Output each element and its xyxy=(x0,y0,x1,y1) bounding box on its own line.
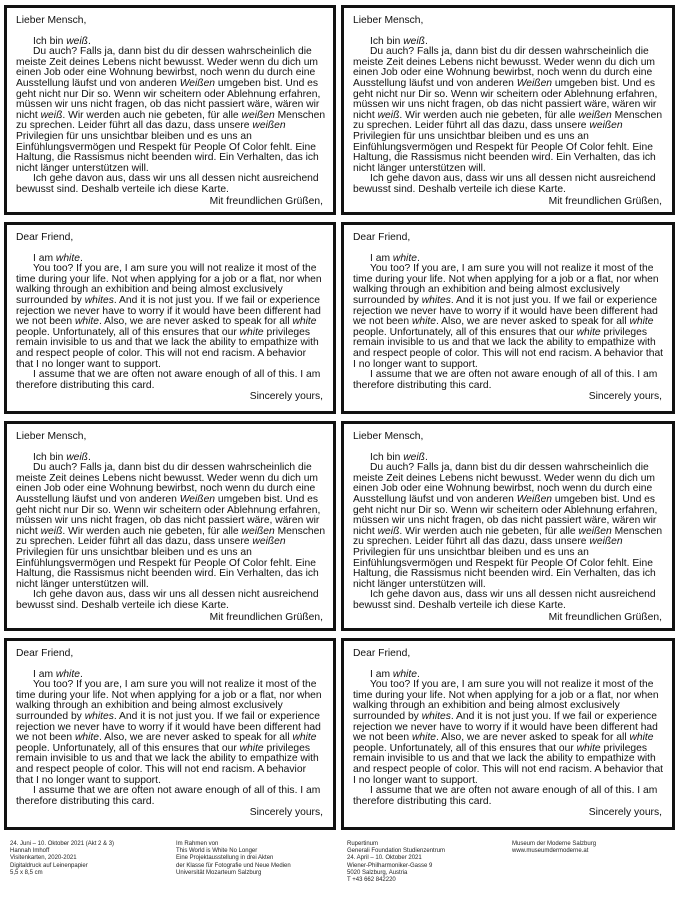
card-conclusion: Ich gehe davon aus, dass wir uns all dessen nicht ausreichend bewusst sind. Deshalb verteile ich diese Karte. xyxy=(16,173,319,195)
card-conclusion: Ich gehe davon aus, dass wir uns all dessen nicht ausreichend bewusst sind. Deshalb verteile ich diese Karte. xyxy=(353,589,656,611)
business-card-german xyxy=(4,421,336,631)
footer-line: Digitaldruck auf Leinenpapier xyxy=(10,862,88,869)
card-body: You too? If you are, I am sure you will not realize it most of the time during your life. Not when applying for a job or a flat, nor when walking through an exhibition and being almost exclusively surrounded by whites. And it is not just you. If we fail or experience rejection we never have to worry if it would have been different had we not been white. Also, we are never asked to speak for all white people. Unfortunately, all of this ensures that our white privileges remain invisible to us and that we lack the ability to empathize with and respect people of color. This will not end racism. A behavior that I no longer want to support. xyxy=(353,679,664,786)
footer-project-info xyxy=(176,841,291,877)
card-greeting: Lieber Mensch, xyxy=(353,15,424,26)
footer-line: 24. Juni – 10. Oktober 2021 (Akt 2 & 3) xyxy=(10,841,115,847)
footer-line: 24. April – 10. Oktober 2021 xyxy=(347,855,422,862)
card-greeting: Dear Friend, xyxy=(353,648,411,659)
business-card-german xyxy=(341,421,675,631)
card-statement: I am white. xyxy=(370,252,420,264)
card-conclusion: Ich gehe davon aus, dass wir uns all dessen nicht ausreichend bewusst sind. Deshalb verteile ich diese Karte. xyxy=(16,589,319,611)
card-conclusion: I assume that we are often not aware enough of all of this. I am therefore distributing this card. xyxy=(16,785,321,807)
card-closing: Mit freundlichen Grüßen, xyxy=(548,611,662,623)
business-card-english xyxy=(341,638,675,830)
footer-line: Universität Mozarteum Salzburg xyxy=(176,869,262,876)
business-card-english xyxy=(4,222,336,414)
card-closing: Sincerely yours, xyxy=(249,391,323,403)
footer-line: Museum der Moderne Salzburg xyxy=(512,841,597,847)
footer-line: 5020 Salzburg, Austria xyxy=(347,869,408,876)
card-body: You too? If you are, I am sure you will not realize it most of the time during your life. Not when applying for a job or a flat, nor when walking through an exhibition and being almost exclusively surrounded by whites. And it is not just you. If we fail or experience rejection we never have to worry if it would have been different had we not been white. Also, we are never asked to speak for all white people. Unfortunately, all of this ensures that our white privileges remain invisible to us and that we lack the ability to empathize with and respect people of color. This will not end racism. A behavior that I no longer want to support. xyxy=(353,263,664,370)
footer-line: Visitenkarten, 2020-2021 xyxy=(10,855,77,862)
card-body: Du auch? Falls ja, dann bist du dir dessen wahrscheinlich die meiste Zeit deines Lebens nicht bewusst. Weder wenn du dich um einen Job oder eine Wohnung bewirbst, noch wenn du durch eine Ausstellung läufst und von anderen Weißen umgeben bist. Und es geht nicht nur Dir so. Wenn wir scheitern oder Ablehnung erfahren, müssen wir uns nicht fragen, ob das nicht passiert wäre, wären wir nicht weiß. Wir werden auch nie gebeten, für alle weißen Menschen zu sprechen. Leider führt all das dazu, dass unsere weißen Privilegien für uns unsichtbar bleiben und es uns an Einfühlungsvermögen und Respekt für People Of Color fehlt. Eine Haltung, die Rassismus nicht beenden wird. Ein Verhalten, das ich nicht länger unterstützen will. xyxy=(353,462,663,590)
card-body: Du auch? Falls ja, dann bist du dir dessen wahrscheinlich die meiste Zeit deines Lebens nicht bewusst. Weder wenn du dich um einen Job oder eine Wohnung bewirbst, noch wenn du durch eine Ausstellung läufst und von anderen Weißen umgeben bist. Und es geht nicht nur Dir so. Wenn wir scheitern oder Ablehnung erfahren, müssen wir uns nicht fragen, ob das nicht passiert wäre, wären wir nicht weiß. Wir werden auch nie gebeten, für alle weißen Menschen zu sprechen. Leider führt all das dazu, dass unsere weißen Privilegien für uns unsichtbar bleiben und es uns an Einfühlungsvermögen und Respekt für People Of Color fehlt. Eine Haltung, die Rassismus nicht beenden wird. Ein Verhalten, das ich nicht länger unterstützen will. xyxy=(353,46,663,174)
card-body: Du auch? Falls ja, dann bist du dir dessen wahrscheinlich die meiste Zeit deines Lebens nicht bewusst. Weder wenn du dich um einen Job oder eine Wohnung bewirbst, noch wenn du durch eine Ausstellung läufst und von anderen Weißen umgeben bist. Und es geht nicht nur Dir so. Wenn wir scheitern oder Ablehnung erfahren, müssen wir uns nicht fragen, ob das nicht passiert wäre, wären wir nicht weiß. Wir werden auch nie gebeten, für alle weißen Menschen zu sprechen. Leider führt all das dazu, dass unsere weißen Privilegien für uns unsichtbar bleiben und es uns an Einfühlungsvermögen und Respekt für People Of Color fehlt. Eine Haltung, die Rassismus nicht beenden wird. Ein Verhalten, das ich nicht länger unterstützen will. xyxy=(16,46,326,174)
card-conclusion: Ich gehe davon aus, dass wir uns all dessen nicht ausreichend bewusst sind. Deshalb verteile ich diese Karte. xyxy=(353,173,656,195)
card-closing: Mit freundlichen Grüßen, xyxy=(209,195,323,207)
card-closing: Sincerely yours, xyxy=(249,807,323,819)
footer-line: Hannah Imhoff xyxy=(10,848,50,855)
card-conclusion: I assume that we are often not aware enough of all of this. I am therefore distributing this card. xyxy=(16,369,321,391)
footer-line: www.museumdermoderne.at xyxy=(512,848,589,855)
card-statement: I am white. xyxy=(370,668,420,680)
footer-line: Rupertinum xyxy=(347,841,379,847)
footer-line: der Klasse für Fotografie und Neue Medien xyxy=(176,862,291,869)
footer-venue-info xyxy=(347,841,445,884)
card-statement: Ich bin weiß. xyxy=(370,451,428,463)
card-statement: Ich bin weiß. xyxy=(33,35,91,47)
card-greeting: Lieber Mensch, xyxy=(353,431,424,442)
card-conclusion: I assume that we are often not aware enough of all of this. I am therefore distributing this card. xyxy=(353,369,658,391)
card-statement: Ich bin weiß. xyxy=(370,35,428,47)
footer-line: 5,5 x 8,5 cm xyxy=(10,869,43,876)
card-closing: Sincerely yours, xyxy=(588,807,662,819)
business-card-german xyxy=(341,5,675,215)
card-body: You too? If you are, I am sure you will not realize it most of the time during your life. Not when applying for a job or a flat, nor when walking through an exhibition and being almost exclusively surrounded by whites. And it is not just you. If we fail or experience rejection we never have to worry if it would have been different had we not been white. Also, we are never asked to speak for all white people. Unfortunately, all of this ensures that our white privileges remain invisible to us and that we lack the ability to empathize with and respect people of color. This will not end racism. A behavior that I no longer want to support. xyxy=(16,679,322,786)
card-greeting: Lieber Mensch, xyxy=(16,431,87,442)
card-body: Du auch? Falls ja, dann bist du dir dessen wahrscheinlich die meiste Zeit deines Lebens nicht bewusst. Weder wenn du dich um einen Job oder eine Wohnung bewirbst, noch wenn du durch eine Ausstellung läufst und von anderen Weißen umgeben bist. Und es geht nicht nur Dir so. Wenn wir scheitern oder Ablehnung erfahren, müssen wir uns nicht fragen, ob das nicht passiert wäre, wären wir nicht weiß. Wir werden auch nie gebeten, für alle weißen Menschen zu sprechen. Leider führt all das dazu, dass unsere weißen Privilegien für uns unsichtbar bleiben und es uns an Einfühlungsvermögen und Respekt für People Of Color fehlt. Eine Haltung, die Rassismus nicht beenden wird. Ein Verhalten, das ich nicht länger unterstützen will. xyxy=(16,462,326,590)
card-greeting: Dear Friend, xyxy=(16,232,74,243)
footer-line: T +43 662 842220 xyxy=(347,877,396,884)
card-statement: I am white. xyxy=(33,252,83,264)
footer-exhibition-info xyxy=(10,841,114,877)
card-body: You too? If you are, I am sure you will not realize it most of the time during your life. Not when applying for a job or a flat, nor when walking through an exhibition and being almost exclusively surrounded by whites. And it is not just you. If we fail or experience rejection we never have to worry if it would have been different had we not been white. Also, we are never asked to speak for all white people. Unfortunately, all of this ensures that our white privileges remain invisible to us and that we lack the ability to empathize with and respect people of color. This will not end racism. A behavior that I no longer want to support. xyxy=(16,263,322,370)
business-card-english xyxy=(4,638,336,830)
card-statement: I am white. xyxy=(33,668,83,680)
card-greeting: Dear Friend, xyxy=(353,232,411,243)
footer-line: Im Rahmen von xyxy=(176,841,219,847)
card-greeting: Lieber Mensch, xyxy=(16,15,87,26)
footer-line: Eine Projektausstellung in drei Akten xyxy=(176,855,274,862)
footer-museum-info xyxy=(512,841,596,855)
card-closing: Mit freundlichen Grüßen, xyxy=(209,611,323,623)
business-card-english xyxy=(341,222,675,414)
card-closing: Sincerely yours, xyxy=(588,391,662,403)
footer-line: Generali Foundation Studienzentrum xyxy=(347,848,446,855)
footer-line: This World is White No Longer xyxy=(176,848,258,855)
card-statement: Ich bin weiß. xyxy=(33,451,91,463)
footer-line: Wiener-Philharmoniker-Gasse 9 xyxy=(347,862,433,869)
card-greeting: Dear Friend, xyxy=(16,648,74,659)
card-conclusion: I assume that we are often not aware enough of all of this. I am therefore distributing this card. xyxy=(353,785,658,807)
card-closing: Mit freundlichen Grüßen, xyxy=(548,195,662,207)
business-card-german xyxy=(4,5,336,215)
